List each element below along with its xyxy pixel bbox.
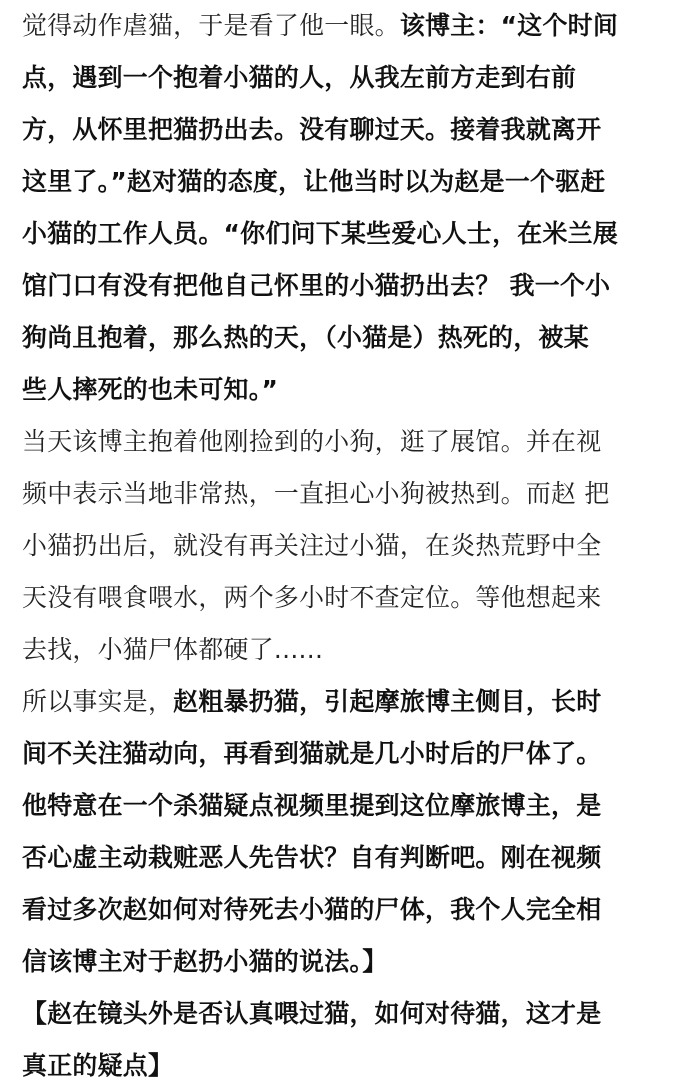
article-body — [22, 0, 672, 1092]
bold-text-segment: 这里了。”赵对猫的态度，让他当时以为赵是一个驱赶 — [22, 167, 606, 196]
text-line — [22, 572, 672, 624]
text-line — [22, 0, 672, 52]
text-line — [22, 416, 672, 468]
text-line — [22, 364, 672, 416]
text-line — [22, 884, 672, 936]
text-segment: 去找，小猫尸体都硬了...... — [22, 635, 324, 664]
text-segment: 所以事实是， — [22, 687, 174, 716]
bold-text-segment: 看过多次赵如何对待死去小猫的尸体，我个人完全相 — [22, 895, 602, 924]
text-line — [22, 520, 672, 572]
text-line — [22, 468, 672, 520]
text-line — [22, 936, 672, 988]
text-segment: 小猫扔出后，就没有再关注过小猫，在炎热荒野中全 — [22, 531, 602, 560]
text-line — [22, 104, 672, 156]
text-line — [22, 988, 672, 1040]
bold-text-segment: 方，从怀里把猫扔出去。没有聊过天。接着我就离开 — [22, 115, 602, 144]
bold-text-segment: 该博主：“这个时间 — [399, 11, 619, 40]
bold-text-segment: 小猫的工作人员。“你们问下某些爱心人士，在米兰展 — [22, 219, 619, 248]
text-line — [22, 780, 672, 832]
bold-text-segment: 他特意在一个杀猫疑点视频里提到这位摩旅博主，是 — [22, 791, 602, 820]
text-line — [22, 312, 672, 364]
text-line — [22, 52, 672, 104]
bold-text-segment: 真正的疑点】 — [22, 1051, 174, 1080]
text-segment: 天没有喂食喂水，两个多小时不查定位。等他想起来 — [22, 583, 602, 612]
bold-text-segment: 间不关注猫动向，再看到猫就是几小时后的尸体了。 — [22, 739, 602, 768]
text-line — [22, 728, 672, 780]
bold-text-segment: 否心虚主动栽赃恶人先告状？自有判断吧。刚在视频 — [22, 843, 602, 872]
bold-text-segment: 狗尚且抱着，那么热的天，（小猫是）热死的，被某 — [22, 323, 589, 352]
text-line — [22, 832, 672, 884]
bold-text-segment: 些人摔死的也未可知。” — [22, 375, 279, 404]
bold-text-segment: 赵粗暴扔猫，引起摩旅博主侧目，长时 — [173, 687, 602, 716]
bold-text-segment: 信该博主对于赵扔小猫的说法。】 — [22, 947, 388, 976]
text-line — [22, 1040, 672, 1092]
bold-text-segment: 【赵在镜头外是否认真喂过猫，如何对待猫，这才是 — [22, 999, 602, 1028]
text-line — [22, 624, 672, 676]
text-line — [22, 156, 672, 208]
bold-text-segment: 馆门口有没有把他自己怀里的小猫扔出去？ 我一个小 — [22, 271, 611, 300]
watermark — [666, 981, 672, 999]
text-segment: 觉得动作虐猫，于是看了他一眼。 — [22, 11, 400, 40]
text-line — [22, 260, 672, 312]
text-line — [22, 208, 672, 260]
text-segment: 当天该博主抱着他刚捡到的小狗，逛了展馆。并在视 — [22, 427, 602, 456]
text-segment: 频中表示当地非常热，一直担心小狗被热到。而赵 把 — [22, 479, 610, 508]
bold-text-segment: 点，遇到一个抱着小猫的人，从我左前方走到右前 — [22, 63, 577, 92]
text-line — [22, 676, 672, 728]
